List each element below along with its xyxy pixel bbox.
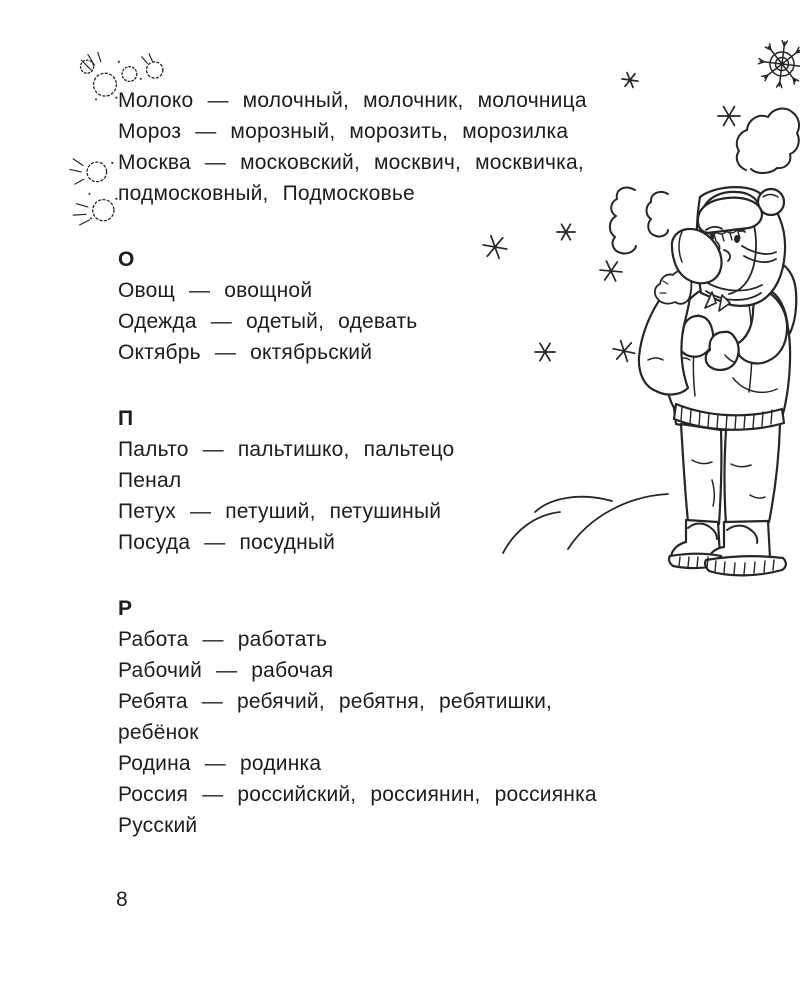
dictionary-entry	[118, 624, 713, 655]
dictionary-entry	[118, 655, 713, 686]
entry-line: Посуда — посудный	[118, 531, 336, 554]
dictionary-entry	[118, 85, 713, 116]
entry-line: Ребята — ребячий, ребятня, ребятишки,	[118, 690, 553, 713]
dictionary-entry	[118, 810, 713, 841]
dictionary-entry	[118, 779, 713, 810]
entry-line: Петух — петуший, петушиный	[118, 500, 442, 523]
letter-heading: Р	[118, 597, 133, 620]
word-section	[118, 403, 713, 558]
entry-line: Овощ — овощной	[118, 279, 313, 302]
dictionary-entry	[118, 434, 713, 465]
dictionary-entry	[118, 527, 713, 558]
cloud-icon	[737, 109, 799, 173]
entry-line: Россия — российский, россиянин, россиянка	[118, 783, 597, 806]
entry-line: Родина — родинка	[118, 752, 322, 775]
letter-heading: О	[118, 248, 135, 271]
entry-line: Пальто — пальтишко, пальтецо	[118, 438, 455, 461]
entry-line: Работа — работать	[118, 628, 328, 651]
dictionary-entry	[118, 337, 713, 368]
dictionary-entry	[118, 275, 713, 306]
dictionary-entry	[118, 465, 713, 496]
dictionary-entry	[118, 306, 713, 337]
dictionary-entry	[118, 748, 713, 779]
entry-line: Одежда — одетый, одевать	[118, 310, 418, 333]
dictionary-entry	[118, 686, 713, 748]
letter-heading: П	[118, 407, 134, 430]
large-snowflake-icon	[758, 40, 800, 87]
page-number: 8	[116, 888, 128, 911]
word-section	[118, 85, 713, 209]
word-section	[118, 593, 713, 841]
entry-line: Пенал	[118, 469, 182, 492]
entry-line: Рабочий — рабочая	[118, 659, 334, 682]
dictionary-entry	[118, 116, 713, 147]
dictionary-entry	[118, 147, 713, 209]
word-section	[118, 244, 713, 368]
entry-line: Русский	[118, 814, 198, 837]
entry-line: Москва — московский, москвич, москвичка,	[118, 151, 584, 174]
entry-line: ребёнок	[118, 721, 199, 744]
entry-line: Октябрь — октябрьский	[118, 341, 373, 364]
entry-line: подмосковный, Подмосковье	[118, 182, 415, 205]
entry-line: Мороз — морозный, морозить, морозилка	[118, 120, 569, 143]
dictionary-entry	[118, 496, 713, 527]
entry-line: Молоко — молочный, молочник, молочница	[118, 89, 587, 112]
word-list	[118, 85, 713, 841]
